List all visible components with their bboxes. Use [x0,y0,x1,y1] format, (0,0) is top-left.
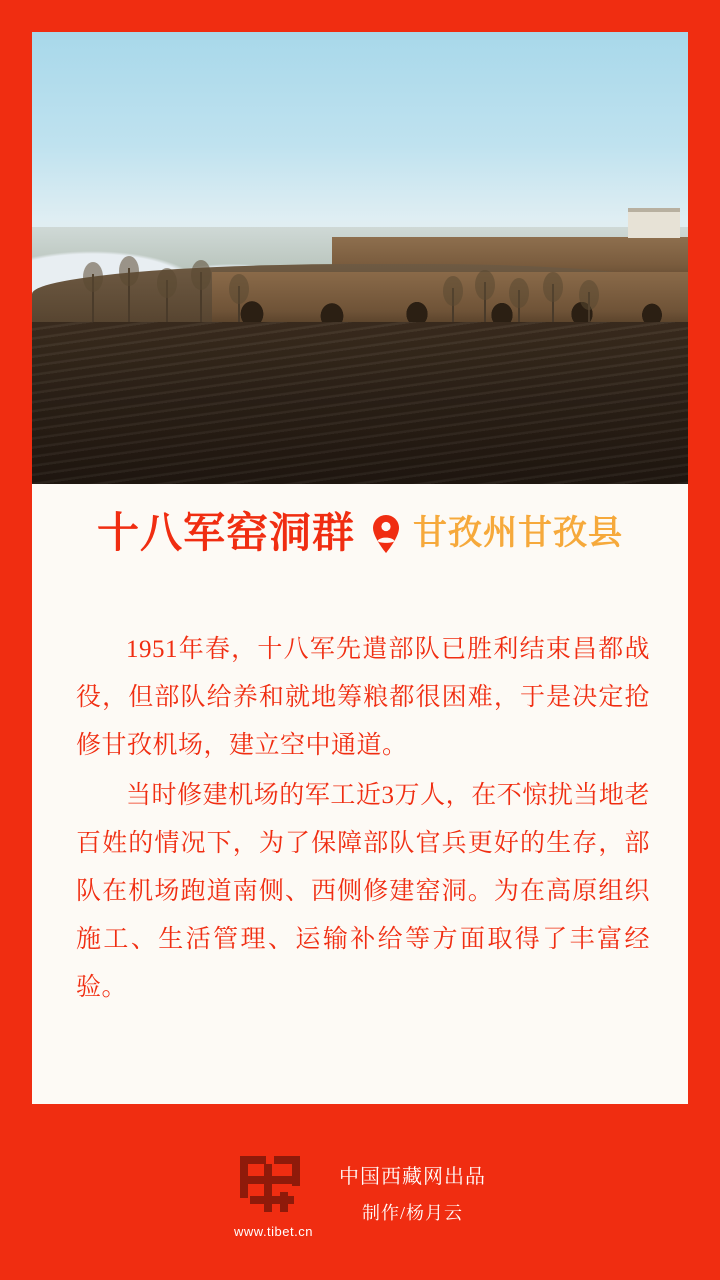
location-label: 甘孜州甘孜县 [413,515,623,552]
paragraph-1: 1951年春，十八军先遣部队已胜利结束昌都战役，但部队给养和就地筹粮都很困难，于是决定抢修甘孜机场，建立空中通道。 [76,636,650,759]
paragraph-2: 当时修建机场的军工近3万人，在不惊扰当地老百姓的情况下，为了保障部队官兵更好的生存，部队在机场跑道南侧、西侧修建窑洞。为在高原组织施工、生活管理、运输补给等方面取得了丰富经验。 [76,782,650,1001]
map-pin-icon [369,512,403,556]
site-url: www.tibet.cn [234,1223,313,1239]
hero-photo [32,32,688,484]
logo-block [234,1152,313,1239]
content-card [32,32,688,1104]
credit-label: 制作/杨月云 [361,1202,463,1223]
tibet-cn-logo-icon [234,1152,312,1216]
headline [32,512,688,556]
page-title: 十八军窑洞群 [96,511,355,557]
footer-credits [339,1160,486,1231]
footer [0,1130,720,1260]
article-body [76,626,650,1014]
photo-overlay [32,32,688,484]
producer-label: 中国西藏网出品 [338,1165,486,1188]
